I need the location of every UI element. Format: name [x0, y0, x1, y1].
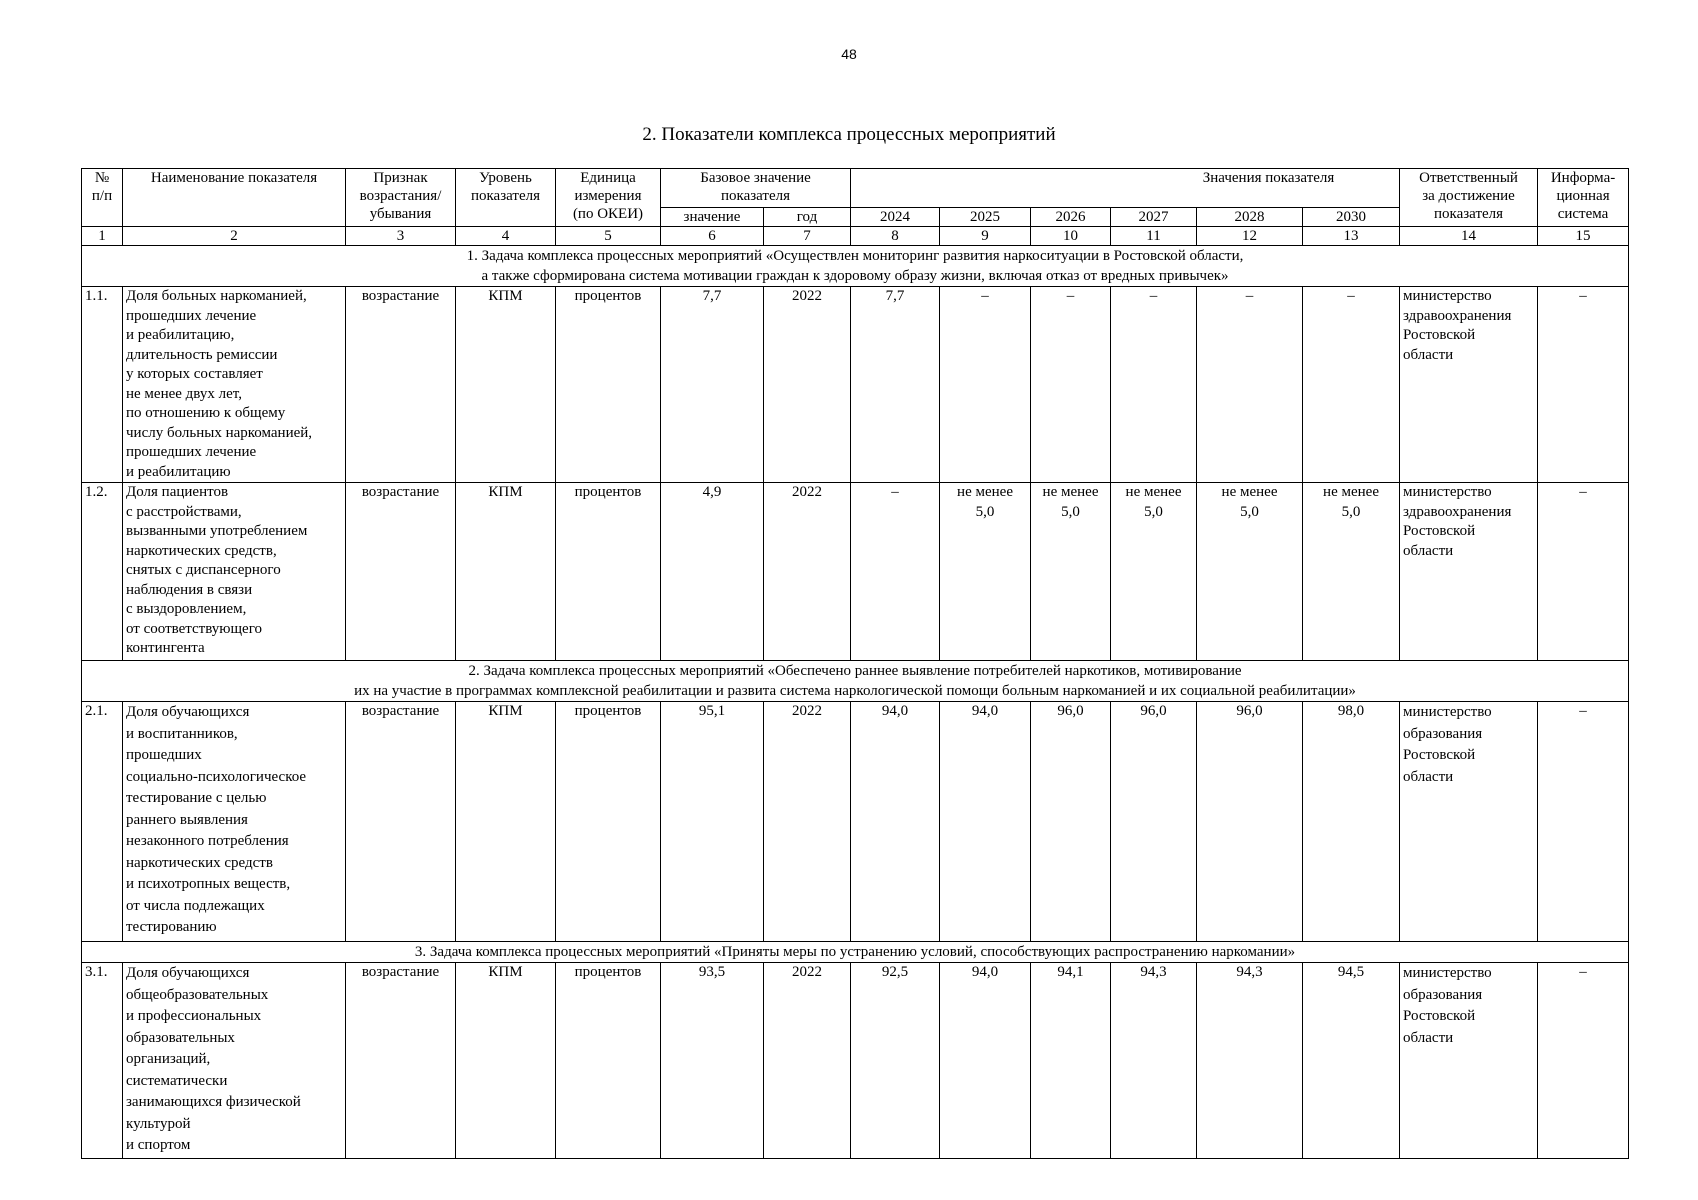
row-value: 96,0 [1197, 702, 1303, 942]
row-responsible: министерство образования Ростовской области [1400, 702, 1538, 942]
row-base-year: 2022 [764, 287, 851, 483]
row-responsible: министерство здравоохранения Ростовской области [1400, 287, 1538, 483]
row-value: 98,0 [1303, 702, 1400, 942]
header-base-year: год [764, 208, 851, 227]
column-number: 1 [82, 227, 123, 246]
row-value: – [1111, 287, 1197, 483]
column-number: 14 [1400, 227, 1538, 246]
column-number: 3 [346, 227, 456, 246]
indicators-table [81, 168, 1629, 1159]
row-unit: процентов [556, 702, 661, 942]
row-sign: возрастание [346, 287, 456, 483]
row-value: не менее 5,0 [1031, 483, 1111, 661]
header-unit: Единица измерения (по ОКЕИ) [556, 169, 661, 227]
page-title: 2. Показатели комплекса процессных мероприятий [642, 124, 1056, 145]
row-name: Доля больных наркоманией, прошедших лечение и реабилитацию, длительность ремиссии у которых составляет не менее двух лет, по отношению к общему числу больных наркоманией, прошедших лечение и реабилитацию [123, 287, 346, 483]
table-row [82, 963, 1629, 1159]
header-year: 2028 [1197, 208, 1303, 227]
row-base-year: 2022 [764, 483, 851, 661]
column-number: 6 [661, 227, 764, 246]
row-info: – [1538, 963, 1629, 1159]
task-title: 3. Задача комплекса процессных мероприятий «Приняты меры по устранению условий, способствующих распространению наркомании» [82, 942, 1629, 963]
table-row [82, 702, 1629, 942]
header-responsible: Ответственный за достижение показателя [1400, 169, 1538, 227]
header-values: Значения показателя [851, 169, 1400, 208]
header-info: Информа- ционная система [1538, 169, 1629, 227]
row-value: – [940, 287, 1031, 483]
header-num: № п/п [82, 169, 123, 227]
row-value: – [1031, 287, 1111, 483]
task-row [82, 246, 1629, 287]
task-title: 1. Задача комплекса процессных мероприятий «Осуществлен мониторинг развития наркоситуации в Ростовской области, а также сформирована система мотивации граждан к здоровому образу жизни, включая отказ от вредных привычек» [82, 246, 1629, 287]
row-responsible: министерство образования Ростовской области [1400, 963, 1538, 1159]
row-value: не менее 5,0 [1303, 483, 1400, 661]
header-year: 2024 [851, 208, 940, 227]
task-row [82, 661, 1629, 702]
column-number: 13 [1303, 227, 1400, 246]
row-value: 92,5 [851, 963, 940, 1159]
column-number: 2 [123, 227, 346, 246]
header-year: 2025 [940, 208, 1031, 227]
column-number: 15 [1538, 227, 1629, 246]
row-value: 94,5 [1303, 963, 1400, 1159]
header-year: 2026 [1031, 208, 1111, 227]
row-info: – [1538, 287, 1629, 483]
row-value: – [851, 483, 940, 661]
row-base-year: 2022 [764, 702, 851, 942]
column-number: 9 [940, 227, 1031, 246]
row-info: – [1538, 702, 1629, 942]
header-base-value: значение [661, 208, 764, 227]
row-value: 96,0 [1031, 702, 1111, 942]
header-year: 2030 [1303, 208, 1400, 227]
task-title: 2. Задача комплекса процессных мероприятий «Обеспечено раннее выявление потребителей наркотиков, мотивирование их на участие в программах комплексной реабилитации и развита система наркологической помощи больным наркоманией и их социальной реабилитации» [82, 661, 1629, 702]
row-name: Доля обучающихся общеобразовательных и профессиональных образовательных организаций, систематически занимающихся физической культурой и спортом [123, 963, 346, 1159]
column-number: 5 [556, 227, 661, 246]
row-value: – [1303, 287, 1400, 483]
row-unit: процентов [556, 483, 661, 661]
row-value: 94,0 [940, 963, 1031, 1159]
row-value: 94,3 [1197, 963, 1303, 1159]
row-value: 94,0 [851, 702, 940, 942]
column-number: 11 [1111, 227, 1197, 246]
page-number: 48 [841, 46, 857, 62]
row-num: 2.1. [82, 702, 123, 942]
table-row [82, 483, 1629, 661]
row-name: Доля пациентов с расстройствами, вызванными употреблением наркотических средств, снятых с диспансерного наблюдения в связи с выздоровлением, от соответствующего контингента [123, 483, 346, 661]
row-value: не менее 5,0 [1111, 483, 1197, 661]
column-number: 7 [764, 227, 851, 246]
row-value: 94,0 [940, 702, 1031, 942]
row-unit: процентов [556, 287, 661, 483]
column-number: 4 [456, 227, 556, 246]
column-numbers-row [82, 227, 1629, 246]
row-base-value: 93,5 [661, 963, 764, 1159]
row-value: 94,1 [1031, 963, 1111, 1159]
row-level: КПМ [456, 702, 556, 942]
row-level: КПМ [456, 287, 556, 483]
row-base-year: 2022 [764, 963, 851, 1159]
row-value: – [1197, 287, 1303, 483]
header-sign: Признак возрастания/ убывания [346, 169, 456, 227]
header-year: 2027 [1111, 208, 1197, 227]
header-level: Уровень показателя [456, 169, 556, 227]
row-value: 94,3 [1111, 963, 1197, 1159]
row-base-value: 95,1 [661, 702, 764, 942]
table-row [82, 287, 1629, 483]
row-responsible: министерство здравоохранения Ростовской области [1400, 483, 1538, 661]
row-level: КПМ [456, 963, 556, 1159]
row-name: Доля обучающихся и воспитанников, прошедших социально-психологическое тестирование с целью раннего выявления незаконного потребления наркотических средств и психотропных веществ, от числа подлежащих тестированию [123, 702, 346, 942]
row-num: 1.2. [82, 483, 123, 661]
row-num: 1.1. [82, 287, 123, 483]
row-base-value: 4,9 [661, 483, 764, 661]
row-base-value: 7,7 [661, 287, 764, 483]
row-value: не менее 5,0 [940, 483, 1031, 661]
column-number: 8 [851, 227, 940, 246]
task-row [82, 942, 1629, 963]
row-level: КПМ [456, 483, 556, 661]
row-unit: процентов [556, 963, 661, 1159]
row-sign: возрастание [346, 483, 456, 661]
row-value: не менее 5,0 [1197, 483, 1303, 661]
header-base: Базовое значение показателя [661, 169, 851, 208]
row-info: – [1538, 483, 1629, 661]
header-name: Наименование показателя [123, 169, 346, 227]
row-value: 96,0 [1111, 702, 1197, 942]
row-value: 7,7 [851, 287, 940, 483]
column-number: 10 [1031, 227, 1111, 246]
row-num: 3.1. [82, 963, 123, 1159]
header-row-1 [82, 169, 1629, 208]
row-sign: возрастание [346, 702, 456, 942]
row-sign: возрастание [346, 963, 456, 1159]
column-number: 12 [1197, 227, 1303, 246]
